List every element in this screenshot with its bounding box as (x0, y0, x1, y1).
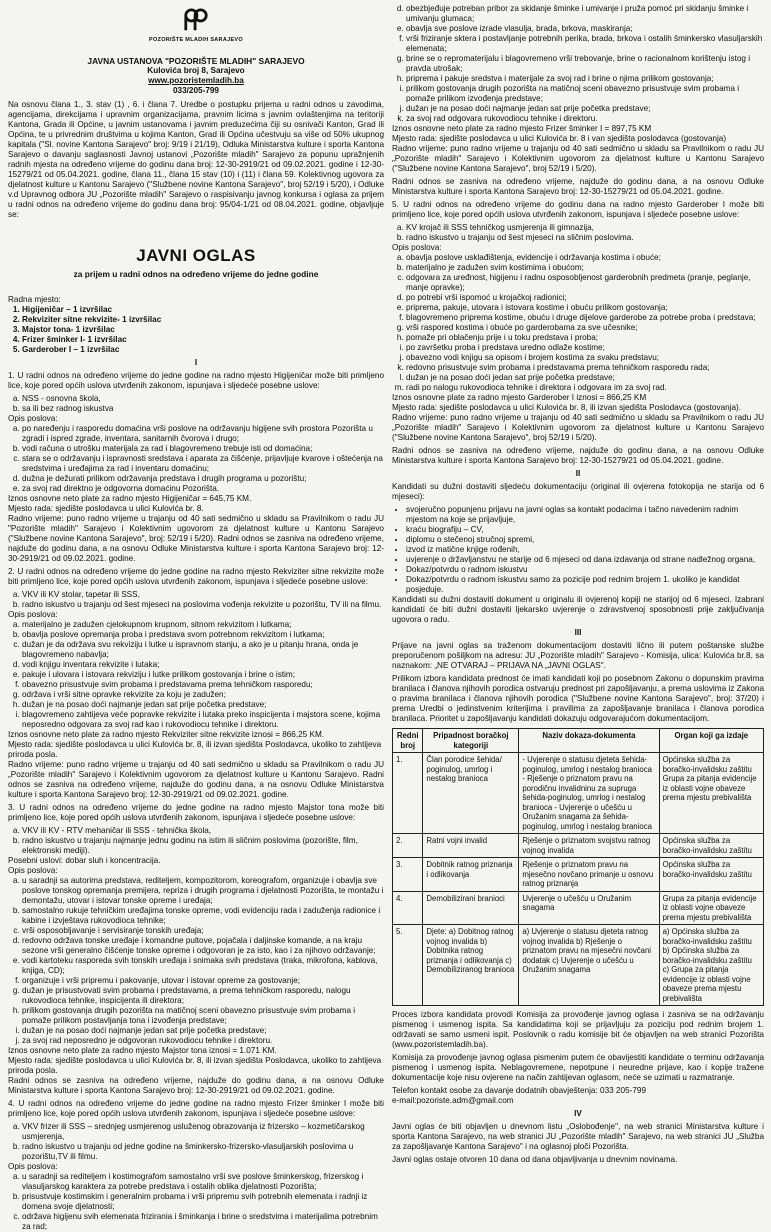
section-roman: III (574, 628, 582, 637)
duty-item: g. brine se o repromaterijalu i blagovremeno vrši trebovanje, brine o racionalnom korištenju istog i pravda utrošak; (406, 54, 764, 74)
duty-item: f. vrši friziranje sktera i postavljanje potrebnih perika, brada, brkova i ostalih šminkersko vlasuljarskih elemenata; (406, 34, 764, 54)
table-header: Organ koji ga izdaje (659, 729, 763, 753)
section-roman: I (194, 357, 198, 367)
table-row (393, 753, 764, 834)
table-cell: Uvjerenje o učešću u Oružanim snagama (519, 891, 659, 925)
sec2-place: Mjesto rada: sjedište poslodavca u ulici Kulovića br. 8, ili izvan sjedišta Poslodavca, ukoliko to zahtijeva priroda posla. (8, 739, 382, 759)
duty-item: a. obavlja poslove usklađištenja, evidencije i održavanja kostima i obuće; (406, 253, 764, 263)
table-cell: a) Općinska služba za boračko-invalidsku zaštitu b) Općinska služba za boračko-invalidsku zaštitu c) Grupa za pitanja evidencije iz oblasti vojne obaveze prema mjestu prebivališta (659, 925, 763, 1006)
sec3-salary: Iznos osnovne neto plate za radno mjesto Majstor tona iznosi = 1.071 KM. (8, 1045, 277, 1055)
doc-item: • svojeručno popunjenu prijavu na javni oglas sa kontakt podacima i tačno navedenim radnim mjestom na koje se prijavljuje, (406, 505, 764, 525)
sec1-duties (8, 424, 384, 494)
duties-heading: Opis poslova: (392, 243, 442, 252)
duties-heading: Opis poslova: (8, 865, 58, 875)
org-name: JAVNA USTANOVA "POZORIŠTE MLADIH" SARAJEVO (87, 55, 305, 66)
table-row (393, 891, 764, 925)
logo-block (8, 8, 384, 44)
sec4-salary: Iznos osnovne neto plate za radno mjesto Frizer šminker I = 897,75 KM (392, 124, 652, 133)
table-row (393, 925, 764, 1006)
docs-list (392, 505, 764, 595)
docs-note: Kandidati su dužni dostaviti dokument u originalu ili ovjerenoj kopiji ne starijoj od 6 mjeseci. Izabrani kandidati će biti dužni dostaviti ljekarsko uvjerenje o zdravstvenoj sposobnosti prije zaključivanja ugovora o radu. (392, 595, 764, 624)
table-cell: Rješenje o priznatom svojstvu ratnog vojnog invalida (519, 834, 659, 858)
doc-subtitle: za prijem u radni odnos na određeno vrijeme do jedne godine (73, 268, 319, 279)
sec4-intro: 4. U radni odnos na određeno vrijeme do jedne godine na radno mjesto Frizer šminker I može biti primljeno lice, koje pored općih uslova utvrđenih zakonom, ispunjava i sljedeće posebne uslove: (8, 1098, 384, 1118)
duty-item: j. dužan je na posao doći najmanje jedan sat prije početka predstave; (406, 104, 764, 114)
section-roman: IV (574, 1109, 582, 1118)
table-cell: Rješenje o priznatom pravu na mjesečno novčano primanje u osnovu ratnog priznanja (519, 858, 659, 892)
duty-item: e. vodi kartoteku rasporeda svih tonskih uređaja i snimaka svih predstava (traka, mikrofona, kablova, knjiga, CD); (22, 956, 384, 976)
table-cell: Član porodice šehida/ poginulog, umrlog i nestalog branioca (423, 753, 519, 834)
right-column (392, 4, 764, 1164)
priority-text: Prilikom izbora kandidata prednost će imati kandidati koji po posebnom Zakonu o dopunskim pravima branilaca i članova njihovih porodica ostvaruju prednost pri zapošljavanju, a prema uslovima iz Zakona o pravima branilaca i članova njihovih porodica ("Službene novine Kantona Sarajevo", broj: 37/20) i prema Uredbi o jedinstvenim kriterijima i pravilima za zapošljavanje branilaca i članova porodica branilaca. Prioritet u zapošljavanju kandidati dokazuju odgovarajućom dokumentacijom. (392, 674, 764, 723)
positions-list (8, 305, 384, 355)
position-item: 3. Majstor tona- 1 izvršilac (22, 325, 384, 335)
duty-item: e. za svoj rad direktno je odgovorna domaćinu Pozorišta. (22, 484, 384, 494)
table-cell: Dobitnik ratnog priznanja i odlikovanja (423, 858, 519, 892)
org-address: Kulovića broj 8, Sarajevo (147, 65, 245, 75)
table-cell: 5. (393, 925, 423, 1006)
duty-item: a. po naređenju i rasporedu domaćina vrši poslove na održavanju higijene svih prostora Pozorišta u zgradi i ispred zgrade, inventara, sanitarnih čvorova i drugo; (22, 424, 384, 444)
sec1-intro: 1. U radni odnos na određeno vrijeme do jedne godine na radno mjesto Higijeničar može biti primljeno lice, koje pored općih uslova utvrđenih zakonom, ispunjava i sljedeće posebne uslove: (8, 370, 384, 390)
duty-item: g. dužan je prisustvovati svim probama i predstavama, a prema tehničkom rasporedu, nalogu rukovodioca tehnike, inspicijenta ili direktora; (22, 986, 384, 1006)
table-cell: Djete: a) Dobitnog ratnog vojnog invalida b) Dobitnika ratnog priznanja i odlikovanja c) Demobiliziranog branioca (423, 925, 519, 1006)
sec5-contract: Radno vrijeme: puno radno vrijeme u trajanju od 40 sati sedmično u skladu sa Pravilnikom o radu JU „Pozorište mladih" Sarajevo i Kolektivnim ugovorom za djelatnost kulture u Kantonu Sarajevo ("Službene novine Kantona Sarajevo", broj 52/19 i 5/20). (392, 413, 764, 442)
condition-item: a. VKV ili KV stolar, tapetar ili SSS, (22, 590, 384, 600)
table-cell: Općinska služba za boračko-invalidsku zaštitu (659, 834, 763, 858)
duty-item: i. dužan je na posao doći najmanje jedan sat prije početka predstave; (22, 1026, 384, 1036)
duty-item: e. priprema, pakuje, utovara i istovara kostime i obuću prilikom gostovanja; (406, 303, 764, 313)
publish-text: Javni oglas će biti objavljen u dnevnom listu „Oslobođenje", na web stranici Ministarstva kulture i sporta Kantona Sarajevo, na web stranici JU „Pozorište mladih" Sarajevo, na web stranici JU „Služba za zapošljavanje Kantona Sarajevo" i na oglasnoj ploči Pozorišta. (392, 1122, 764, 1151)
table-cell: a) Uvjerenje o statusu djeteta ratnog vojnog invalida b) Rješenje o priznatom pravu na mjesečni novčani dodatak c) Uvjerenje o učešću u Oružanim snagama (519, 925, 659, 1006)
duty-item: i. po završetku proba i predstava uredno odlaže kostime; (406, 343, 764, 353)
duty-item: d. vodi knjigu inventara rekvizite i lutaka; (22, 660, 384, 670)
left-column (8, 6, 384, 1231)
table-cell: Ratni vojni invalid (423, 834, 519, 858)
duty-item: d. po potrebi vrši ispomoć u krojačkoj radionici; (406, 293, 764, 303)
docs-intro: Kandidati su dužni dostaviti sljedeću dokumentaciju (original ili ovjerena fotokopija ne starija od 6 mjeseci): (392, 482, 764, 501)
duty-item: h. prilikom gostovanja drugih pozorišta na matičnoj sceni obavezno prisustvuje svim probama i pomaže prilikom postavljanja tona i izvođenja predstave; (22, 1006, 384, 1026)
doc-item: • diplomu o stečenoj stručnoj spremi, (406, 535, 764, 545)
sec4-conditions (8, 1122, 384, 1162)
table-cell: 3. (393, 858, 423, 892)
table-row (393, 858, 764, 892)
duty-item: k. za svoj rad odgovara rukovodiocu tehnike i direktoru. (406, 114, 764, 124)
sec2-intro: 2. U radni odnos na određeno vrijeme do jedne godine na radno mjesto Rekviziter sitne rekvizite može biti primljeno lice, koje pored općih uslova utvrđenih zakonom, ispunjava i sljedeće posebne uslove: (8, 566, 384, 586)
org-phone: 033/205-799 (173, 85, 219, 95)
table-cell: Općinska služba za boračko-invalidsku zaštitu Grupa za pitanja evidencije iz oblasti vojne obaveze prema mjestu prebivališta (659, 753, 763, 834)
sec5-intro: 5. U radni odnos na određeno vrijeme do godinu dana na radno mjesto Garderober I može biti primljeno lice, koje pored općih uslova utvrđenih zakonom, ispunjava i sljedeće posebne uslove: (392, 200, 764, 219)
duty-item: b. obavlja poslove opremanja proba i predstava svom potrebnom rekvizitom i lutkama; (22, 630, 384, 640)
duty-item: k. redovno prisustvuje svim probama i predstavama prema tehničkom rasporedu rada; (406, 363, 764, 373)
contact-email[interactable]: e-mail:pozoriste.adm@gmail.com (392, 1096, 514, 1105)
table-cell: Demobilizirani branioci (423, 891, 519, 925)
duty-item: f. obavezno prisustvuje svim probama i predstavama prema tehničkom rasporedu; (22, 680, 384, 690)
duty-item: a. u saradnji sa rediteljem i kostimografom samostalno vrši sve poslove šminkerskog, frizerskog i vlasuljarskog karaktera za potrebe predstava i ostalih oblika djelatnosti Pozorišta; (22, 1172, 384, 1192)
condition-item: b. radno iskustvo u trajanju najmanje jednu godinu na istim ili sličnim poslovima (pozorište, film, elektronski mediji). (22, 836, 384, 856)
table-cell: 2. (393, 834, 423, 858)
sec5-place: Mjesto rada: sjedište poslodavca u ulici Kulovića br. 8, ili izvan sjedišta Poslodavca (gostovanja). (392, 403, 742, 412)
table-cell: Općinska služba za boračko-invalidsku zaštitu (659, 858, 763, 892)
sec4-contract-b: Radni odnos se zasniva na određeno vrijeme, najduže do godinu dana, a na osnovu Odluke Ministarstva kulture i sporta Kantona Sarajevo broj: 12-30-15279/21 od 05.04.2021. godine. (392, 177, 764, 196)
duty-item: h. dužan je na posao doći najmanje jedan sat prije početka predstave; (22, 700, 384, 710)
org-website[interactable]: www.pozoristemladih.ba (148, 75, 244, 85)
sec3-duties (8, 876, 384, 1046)
duty-item: a. materijalno je zadužen cjelokupnom krupnom, sitnom rekvizitom i lutkama; (22, 620, 384, 630)
duty-item: c. vrši osposobljavanje i servisiranje tonskih uređaja; (22, 926, 384, 936)
sec1-contract: Radno vrijeme: puno radno vrijeme u trajanju od 40 sati sedmično u skladu sa Pravilnikom o radu JU "Pozorište mladih" Sarajevo i Kolektivnim ugovorom za djelatnost kulture u Kantonu Sarajevo ("Službene novine Kantona Sarajevo", broj: 52/19 i 5/20). Radni odnos se zasniva na određeno vrijeme, najduže do godinu dana, a na osnovu Odluke Ministarstva kulture i sporta Kantona Sarajevo broj: 12-30-2919/21 od 09.02.2021. godine. (8, 513, 384, 563)
sec3-contract: Radni odnos se zasniva na određeno vrijeme, najduže do godinu dana, a na osnovu Odluke Ministarstva kulture i sporta Kantona Sarajevo broj: 12-30-2919/21 od 09.02.2021. godine. (8, 1075, 384, 1095)
condition-item: a. VKV frizer ili SSS – srednjeg usmjerenog usluženog obrazovanja iz frizersko – kozmetičarskog usmjerenja, (22, 1122, 384, 1142)
duty-item: j. obavezno vodi knjigu sa opisom i brojem kostima za svaku predstavu; (406, 353, 764, 363)
doc-title: JAVNI OGLAS (136, 245, 256, 265)
duty-item: g. vrši raspored kostima i obuće po garderobama za sve učesnike; (406, 323, 764, 333)
duty-item: h. priprema i pakuje sredstva i materijale za svoj rad i brine o njima prilikom gostovanja; (406, 74, 764, 84)
duty-item: b. vodi računa o utrošku materijala za rad i blagovremeno trebuje isti od domaćina; (22, 444, 384, 454)
duty-item: e. pakuje i ulovara i istovara rekviziju i lutke prilikom gostovanja i brine o istim; (22, 670, 384, 680)
sec2-conditions (8, 590, 384, 610)
sec3-place: Mjesto rada: sjedište poslodavca u ulici Kulovića br. 8, ili izvan sjedišta Poslodavca, ukoliko to zahtijeva priroda posla. (8, 1055, 382, 1075)
deadline-text: Javni oglas ostaje otvoren 10 dana od dana objavljivanja u dnevnim novinama. (392, 1155, 678, 1164)
condition-item: a. NSS - osnovna škola, (22, 394, 384, 404)
condition-item: b. radno iskustvo u trajanju od jedne godine na šminkersko-frizersko-vlasuljarskih poslovima u pozorištu,TV ili filmu. (22, 1142, 384, 1162)
sec4-duties-cont (392, 4, 764, 124)
intro-text: Na osnovu člana 1., 3. stav (1) , 6. i člana 7. Uredbe o postupku prijema u radni odnos u zavodima, agencijama, direkcijama i upravnim organizacijama, pravnim licima s javnim ovlaštenjima na teritoriji Kantona, Grada ili Općine, u javnim ustanovama i javnim preduzećima čiji su osnivači Kanton, Grad ili Općina, te u privrednim društvima u kojima Kanton, Grad ili Općina učestvuju sa više od 50% ukupnog kapitala ("Sl. novine Kantona Sarajevo" broj: 9/19 i 21/19), Odluka Ministarstva kulture i sporta Kantona Sarajevo o davanju saglasnosti Javnoj ustanovi „Pozorište mladih" Sarajevo za popunu upražnjenih radnih mjesta na određeno vrijeme do godinu dana broj: 12-30-2919/21 od 09.02.2021. godine i 12-30-15279/21 od 05.04.2021. godine, člana 11., člana 15 stav (10) i (11) i člana 59. Kolektivnog ugovora za djelatnost kulture u Kantonu Sarajevo ("Službene novine Kantona Sarajevo", broj 52/19 i 5/20), i Odluke v.d Upravnog odbora JU „Pozorište mladih" Sarajevo o raspisivanju javnog konkursa i oglasa za prijem u radni odnos na određeno vrijeme do godinu dana broj: 95/04-1/21 od 08.04.2021. godine, objavljuje se: (8, 99, 384, 219)
duty-item: c. dužan je da održava svu rekviziju i lutke u ispravnom stanju, a ako je u pitanju hrana, onda je blagovremeno nabavlja; (22, 640, 384, 660)
sec2-salary: Iznos osnovne neto plate za radno mjesto Rekviziter sitne rekvizite iznosi = 866,25 KM. (8, 729, 325, 739)
duties-heading: Opis poslova: (8, 413, 58, 423)
theatre-logo-icon (182, 8, 210, 34)
table-cell: 1. (393, 753, 423, 834)
duty-item: d. obezbjeđuje potreban pribor za skidanje šminke i umivanje i pruža pomoć pri skidanju šminke i umivanju glumaca; (406, 4, 764, 24)
duty-item: b. samostalno rukuje tehničkim uređajima tonske opreme, vodi evidenciju rada i zaduženja radionice i kabine i izvještava rukovodioca tehnike; (22, 906, 384, 926)
doc-item: • kraću biografiju – CV, (406, 525, 764, 535)
contact-phone: Telefon kontakt osobe za davanje dodatnih obavještenja: 033 205-799 (392, 1086, 647, 1095)
submit-text: Prijave na javni oglas sa traženom dokumentacijom dostaviti lično ili putem poštanske službe preporučenom pošiljkom na adresu: JU „Pozorište mladih" Sarajevo - Komisija, ulica: Kulovića br.8, sa naznakom: „NE OTVARAJ – PRIJAVA NA „JAVNI OGLAS". (392, 641, 764, 670)
duty-item: c. održava higijenu svih elemenata frizirania i šminkanja i brine o sredstvima i materijalima potrebnim za rad; (22, 1212, 384, 1232)
doc-item: • izvod iz matične knjige rođenih, (406, 545, 764, 555)
sec5-conditions (392, 223, 764, 243)
condition-item: b. radno iskustvo u trajanju od šest mjeseci na sličnim poslovima. (406, 233, 764, 243)
condition-item: a. VKV ili KV - RTV mehaničar ili SSS - tehnička škola, (22, 826, 384, 836)
condition-item: b. radno iskustvo u trajanju od šest mjeseci na poslovima vođenja rekvizite u pozorištu, TV ili na filmu. (22, 600, 384, 610)
duty-item: l. dužan je na posao doći jedan sat prije početka predstave; (406, 373, 764, 383)
duties-heading: Opis poslova: (8, 609, 58, 619)
table-header: Redni broj (393, 729, 423, 753)
table-cell: - Uvjerenje o statusu djeteta šehida-poginulog, umrlog i nestalog branioca - Rješenje o priznatom pravu na porodičnu invalidninu za supruga šehida-poginulog, umrlog i nestalog branioca - Uvjerenje o učešću u Oružanim snagama za šehida-poginulog, umrlog i nestalog branioca (519, 753, 659, 834)
duty-item: c. odgovara za uređnost, higijenu i radnu osposobljenost garderobnih predmeta (pranje, peglanje, manje opravke); (406, 273, 764, 293)
duty-item: g. održava i vrši sitne opravke rekvizite za koju je zadužen; (22, 690, 384, 700)
duty-item: f. organizuje i vrši pripremu i pakovanje, utovar i istovar opreme za gostovanje; (22, 976, 384, 986)
duty-item: i. prilikom gostovanja drugih pozorišta na matičnoj sceni obavezno prisustvuje svim probama i pomaže prilikom izvođenja predstave; (406, 84, 764, 104)
duty-item: b. materijalno je zadužen svim kostimima i obućom; (406, 263, 764, 273)
duty-item: h. pomaže pri oblačenju prije i u toku predstava i proba; (406, 333, 764, 343)
sec4-duties (8, 1172, 384, 1232)
sec3-conditions (8, 826, 384, 856)
sec4-place: Mjesto rada: sjedište poslodavca u ulici Kulovića br. 8 i van sjedišta poslodavca (gostovanja) (392, 134, 727, 143)
doc-item: • uvjerenje o državljanstvu ne starije od 6 mjeseci od dana izdavanja od strane nadležnog organa, (406, 555, 764, 565)
selection-text-2: Komisija za provođenje javnog oglasa pismenim putem će obavijestiti kandidate o terminu održavanja pismenog i usmenog ispita. Neblagovremene, nepotpune i neuredne prijave, kao i kopije tražene dokumentacije koje nisu ovjerene na način zahtijevan oglasom, neće se uzimati u razmatranje. (392, 1053, 764, 1082)
sec3-intro: 3. U radni odnos na određeno vrijeme do jedne godine na radno mjesto Majstor tona može biti primljeno lice, koje pored općih uslova utvrđenih zakonom, ispunjava i sljedeće posebne uslove: (8, 802, 384, 822)
duty-item: j. za svoj rad neposredno je odgovoran rukovodiocu tehnike i direktoru. (22, 1036, 384, 1046)
veterans-table (392, 728, 764, 1006)
sec5-duties (392, 253, 764, 393)
table-header-row (393, 729, 764, 753)
table-header: Pripadnost boračkoj kategoriji (423, 729, 519, 753)
duty-item: f. blagovremeno priprema kostime, obuću i druge dijelove garderobe za potrebe proba i predstava; (406, 313, 764, 323)
duty-item: i. blagovremeno zahtijeva veće popravke rekvizite i lutaka preko inspicijenta i majstora scene, kojima neposredno odgovara za svoj rad kao i rukovodiocu tehnike i direktoru. (22, 710, 384, 730)
table-header: Naziv dokaza-dokumenta (519, 729, 659, 753)
position-item: 5. Garderober I – 1 izvršilac (22, 345, 384, 355)
selection-text: Proces izbora kandidata provodi Komisija za provođenje javnog oglasa i zasniva se na održavanju pismenog i usmenog ispita. Sa kandidatima koji se prijavljuju za poziciju pod rednim brojem 1. održavati se samo usmeni ispit. Poslovnik o radu komisije bit će objavljen na web stranici Pozorišta (www.pozoristemladih.ba). (392, 1010, 764, 1049)
section-roman: II (575, 469, 581, 478)
duty-item: a. u saradnji sa autorima predstava, rediteljem, kompozitorom, koreografom, organizuje i obavlja sve poslove tonskog opremanja premijera, repriza i drugih programa i djelatnosti Pozorišta, te montažu i demontažu, utovar i istovar tonske opreme i uređaja; (22, 876, 384, 906)
sec5-contract-b: Radni odnos se zasniva na određeno vrijeme, najduže do godinu dana, a na osnovu Odluke Ministarstva kulture i sporta Kantona Sarajevo broj: 12-30-15279/21 od 05.04.2021. godine. (392, 446, 764, 465)
positions-heading: Radna mjesto: (8, 294, 61, 304)
position-item: 1. Higijeničar – 1 izvršilac (22, 305, 384, 315)
sec1-place: Mjesto rada: sjedište poslodavca u ulici Kulovića br. 8. (8, 503, 204, 513)
table-cell: Grupa za pitanja evidencije iz oblasti vojne obaveze prema mjestu prebivališta (659, 891, 763, 925)
sec5-salary: Iznos osnovne plate za radno mjesto Garderober I iznosi = 866,25 KM (392, 393, 647, 402)
sec2-duties (8, 620, 384, 730)
position-item: 4. Frizer šminker I- 1 izvršilac (22, 335, 384, 345)
sec4-contract: Radno vrijeme: puno radno vrijeme u trajanju od 40 sati sedmično u skladu sa Pravilnikom o radu JU „Pozorište mladih" Sarajevo i Kolektivnim ugovorom za djelatnost kulture u Kantonu Sarajevo ("Službene novine Kantona Sarajevo", broj 52/19 i 5/20). (392, 144, 764, 173)
duty-item: d. redovno održava tonske uređaje i komandne pultove, pojačala i daljinske komande, a na kraju sezone vrši generalno čišćenje tonske opreme i odgovoran je za isto, kao i za njihovo održavanje; (22, 936, 384, 956)
duty-item: b. prisustvuje kostimskim i generalnim probama i vrši pripremu svih potrebnih elemenata i radnji iz domena svoje djelatnosti; (22, 1192, 384, 1212)
table-row (393, 834, 764, 858)
sec3-extra: Posebni uslovi: dobar sluh i koncentracija. (8, 855, 161, 865)
logo-text: POZORIŠTE MLADIH SARAJEVO (149, 37, 243, 43)
doc-item: • Dokaz/potvrdu o radnom iskustvu samo za pozicije pod rednim brojem 1. ukoliko je kandidat posjeduje. (406, 575, 764, 595)
sec1-salary: Iznos osnovne neto plate za radno mjesto Higijeničar = 645,75 KM. (8, 493, 252, 503)
duties-heading: Opis poslova: (8, 1161, 58, 1171)
position-item: 2. Rekviziter sitne rekvizite- 1 izvršilac (22, 315, 384, 325)
doc-item: • Dokaz/potvrdu o radnom iskustvu (406, 565, 764, 575)
duty-item: c. stara se o održavanju i ispravnosti sredstava i aparata za čišćenje, prijavljuje kvarove i oštećenja na sredstvima i uređajima za rad i inventaru domaćinu; (22, 454, 384, 474)
sec2-contract: Radno vrijeme: puno radno vrijeme u trajanju od 40 sati sedmično u skladu sa Pravilnikom o radu JU „Pozorište mladih" Sarajevo i Kolektivnim ugovorom za djelatnost kulture u Kantonu Sarajevo. Radni odnos se zasniva na određeno vrijeme, najduže do godinu dana, a na osnovu Odluke Ministarstva kulture i sporta Kantona Sarajevo broj: 12-30-2919/21 od 09.02.2021. godine. (8, 759, 384, 799)
sec1-conditions (8, 394, 384, 414)
duty-item: d. dužna je dežurati prilikom održavanja predstava i drugih programa u pozorištu; (22, 474, 384, 484)
table-cell: 4. (393, 891, 423, 925)
condition-item: a. KV krojač ili SSS tehničkog usmjerenja ili gimnazija, (406, 223, 764, 233)
duty-item: e. obavlja sve poslove izrade vlasulja, brada, brkova, maskiranja; (406, 24, 764, 34)
condition-item: b. sa ili bez radnog iskustva (22, 404, 384, 414)
duty-item: m. radi po nalogu rukovodioca tehnike i direktora i odgovara im za svoj rad. (406, 383, 764, 393)
